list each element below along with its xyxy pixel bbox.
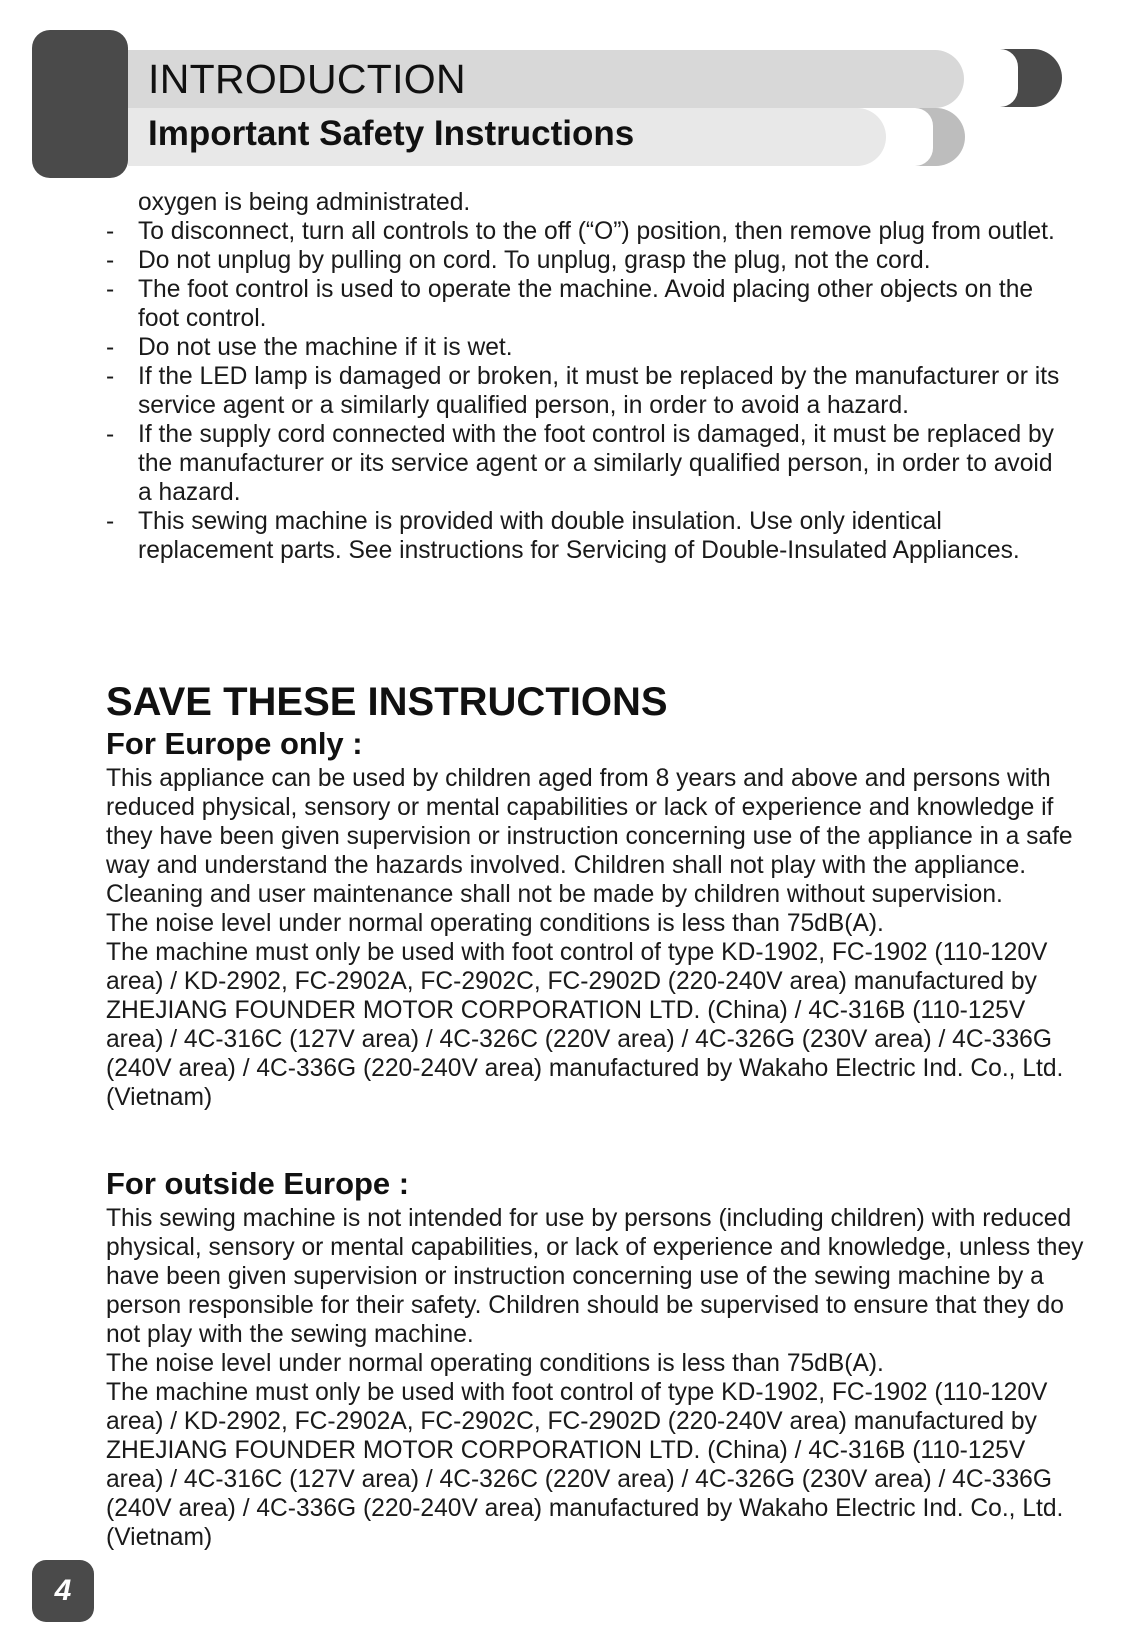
europe-heading: For Europe only : xyxy=(106,726,363,761)
section-title: INTRODUCTION xyxy=(148,56,466,102)
safety-instructions-list xyxy=(106,188,1066,565)
outside-europe-foot-control: The machine must only be used with foot control of type KD-1902, FC-1902 (110-120V area) / KD-2902, FC-2902A, FC-2902C, FC-2902D (220-240V area) manufactured by ZHEJIANG FOUNDER MOTOR CORPORATION LTD. (China) / 4C-316B (110-125V area) / 4C-316C (127V area) / 4C-326C (220V area) / 4C-326G (230V area) / 4C-336G (240V area) / 4C-336G (220-240V area) manufactured by Wakaho Electric Ind. Co., Ltd. (Vietnam) xyxy=(106,1379,1064,1551)
save-instructions-heading: SAVE THESE INSTRUCTIONS xyxy=(106,680,668,724)
list-item: - Do not unplug by pulling on cord. To unplug, grasp the plug, not the cord. xyxy=(106,246,1066,275)
outside-europe-heading: For outside Europe : xyxy=(106,1166,410,1201)
europe-foot-control: The machine must only be used with foot control of type KD-1902, FC-1902 (110-120V area) / KD-2902, FC-2902A, FC-2902C, FC-2902D (220-240V area) manufactured by ZHEJIANG FOUNDER MOTOR CORPORATION LTD. (China) / 4C-316B (110-125V area) / 4C-316C (127V area) / 4C-326C (220V area) / 4C-326G (230V area) / 4C-336G (240V area) / 4C-336G (220-240V area) manufactured by Wakaho Electric Ind. Co., Ltd. (Vietnam) xyxy=(106,939,1064,1111)
list-item: - Do not use the machine if it is wet. xyxy=(106,333,1066,362)
chevron-right-icon xyxy=(915,108,965,166)
outside-europe-section xyxy=(106,1204,1086,1552)
europe-noise-level: The noise level under normal operating conditions is less than 75dB(A). xyxy=(106,910,884,937)
list-item: oxygen is being administrated. xyxy=(138,189,471,216)
list-item: - If the supply cord connected with the foot control is damaged, it must be replaced by the manufacturer or its service agent or a similarly qualified person, in order to avoid a hazard. xyxy=(106,420,1066,507)
europe-section xyxy=(106,764,1086,1112)
list-item: - This sewing machine is provided with double insulation. Use only identical replacement parts. See instructions for Servicing of Double-Insulated Appliances. xyxy=(106,507,1066,565)
outside-europe-noise-level: The noise level under normal operating conditions is less than 75dB(A). xyxy=(106,1350,884,1377)
europe-paragraph: This appliance can be used by children aged from 8 years and above and persons with reduced physical, sensory or mental capabilities or lack of experience and knowledge if they have been given supervision or instruction concerning use of the appliance in a safe way and understand the hazards involved. Children shall not play with the appliance. Cleaning and user maintenance shall not be made by children without supervision. xyxy=(106,765,1073,908)
list-item: - The foot control is used to operate the machine. Avoid placing other objects on the foot control. xyxy=(106,275,1066,333)
page-number: 4 xyxy=(32,1560,94,1622)
subsection-title: Important Safety Instructions xyxy=(148,114,635,153)
outside-europe-paragraph: This sewing machine is not intended for use by persons (including children) with reduced physical, sensory or mental capabilities, or lack of experience and knowledge, unless they have been given supervision or instruction concerning use of the sewing machine by a person responsible for their safety. Children should be supervised to ensure that they do not play with the sewing machine. xyxy=(106,1205,1084,1348)
header-tab-block xyxy=(32,30,128,178)
list-item: - To disconnect, turn all controls to the off (“O”) position, then remove plug from outlet. xyxy=(106,217,1066,246)
list-item: - If the LED lamp is damaged or broken, it must be replaced by the manufacturer or its service agent or a similarly qualified person, in order to avoid a hazard. xyxy=(106,362,1066,420)
chevron-right-icon xyxy=(1000,49,1062,107)
